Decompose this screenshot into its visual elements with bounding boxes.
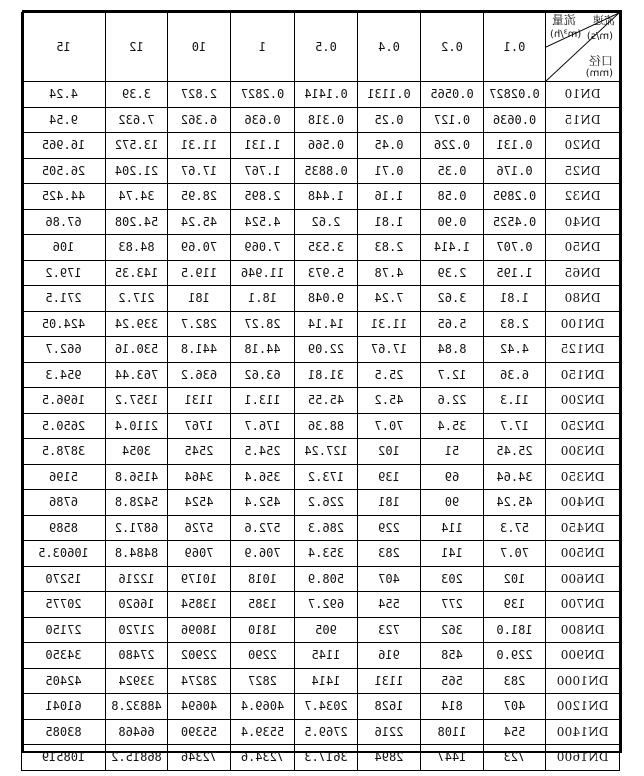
flow-value-cell: 277 <box>421 592 484 618</box>
flow-value-cell: 407 <box>358 566 421 592</box>
flow-value-cell: 27480 <box>106 643 168 669</box>
flow-value-cell: 11.3 <box>484 388 546 414</box>
flow-value-cell: 8484.8 <box>106 541 168 567</box>
nominal-diameter-cell: DN100 <box>546 311 620 337</box>
flow-value-cell: 565 <box>421 668 484 694</box>
flow-value-cell: 4.42 <box>484 337 546 363</box>
flow-value-cell: 0.176 <box>484 158 546 184</box>
flow-value-cell: 16620 <box>106 592 168 618</box>
flow-value-cell: 34.74 <box>106 184 168 210</box>
nominal-diameter-cell: DN800 <box>546 617 620 643</box>
flow-value-cell: 45.55 <box>295 388 358 414</box>
table-row <box>22 694 620 720</box>
flow-value-cell: 173.2 <box>295 464 358 490</box>
flow-value-cell: 3.535 <box>295 235 358 261</box>
nominal-diameter-cell: DN15 <box>546 107 620 133</box>
flow-value-cell: 45.24 <box>168 209 231 235</box>
flow-value-cell: 572.6 <box>231 515 295 541</box>
flow-value-cell: 407 <box>484 694 546 720</box>
flow-value-cell: 44.425 <box>22 184 106 210</box>
velocity-header: 1 <box>231 13 295 82</box>
flow-value-cell: 44.18 <box>231 337 295 363</box>
flow-value-cell: 54.208 <box>106 209 168 235</box>
flow-value-cell: 2.39 <box>421 260 484 286</box>
flow-value-cell: 3464 <box>168 464 231 490</box>
flow-value-cell: 70.7 <box>484 541 546 567</box>
table-row <box>22 158 620 184</box>
flow-value-cell: 6.36 <box>484 362 546 388</box>
flow-value-cell: 2827 <box>231 668 295 694</box>
nominal-diameter-cell: DN65 <box>546 260 620 286</box>
flow-value-cell: 2.83 <box>484 311 546 337</box>
flow-value-cell: 15270 <box>22 566 106 592</box>
flow-value-cell: 7234.6 <box>231 745 295 771</box>
flow-value-cell: 18096 <box>168 617 231 643</box>
flow-value-cell: 7.632 <box>106 107 168 133</box>
flow-value-cell: 339.24 <box>106 311 168 337</box>
velocity-label: 流速 <box>593 14 615 27</box>
flow-value-cell: 11.31 <box>168 133 231 159</box>
table-row <box>22 668 620 694</box>
flow-value-cell: 452.4 <box>231 490 295 516</box>
flow-value-cell: 3054 <box>106 439 168 465</box>
flow-value-cell: 2290 <box>231 643 295 669</box>
flow-value-cell: 508.9 <box>295 566 358 592</box>
flow-value-cell: 119.5 <box>168 260 231 286</box>
flow-value-cell: 143.35 <box>106 260 168 286</box>
flow-value-cell: 2650.5 <box>22 413 106 439</box>
flow-value-cell: 6.362 <box>168 107 231 133</box>
flow-value-cell: 1.767 <box>231 158 295 184</box>
nominal-diameter-cell: DN300 <box>546 439 620 465</box>
flow-value-cell: 48832.8 <box>106 694 168 720</box>
flow-value-cell: 254.5 <box>231 439 295 465</box>
nominal-diameter-cell: DN50 <box>546 235 620 261</box>
flow-value-cell: 66468 <box>106 719 168 745</box>
flow-value-cell: 282.7 <box>168 311 231 337</box>
flow-rate-label: 流量 <box>552 13 577 27</box>
table-row <box>22 617 620 643</box>
flow-value-cell: 0.58 <box>421 184 484 210</box>
flow-value-cell: 1447 <box>421 745 484 771</box>
flow-value-cell: 905 <box>295 617 358 643</box>
table-row <box>22 184 620 210</box>
flow-value-cell: 0.90 <box>421 209 484 235</box>
table-row <box>22 82 620 108</box>
flow-value-cell: 916 <box>358 643 421 669</box>
flow-value-cell: 4.524 <box>231 209 295 235</box>
velocity-unit: (m/s) <box>586 31 613 42</box>
flow-value-cell: 90 <box>421 490 484 516</box>
nominal-diameter-cell: DN125 <box>546 337 620 363</box>
flow-value-cell: 0.02827 <box>484 82 546 108</box>
flow-value-cell: 28.95 <box>168 184 231 210</box>
flow-value-cell: 5726 <box>168 515 231 541</box>
nominal-diameter-cell: DN40 <box>546 209 620 235</box>
flow-value-cell: 11.31 <box>358 311 421 337</box>
flow-value-cell: 1131 <box>358 668 421 694</box>
table-row <box>22 745 620 771</box>
flow-value-cell: 763.44 <box>106 362 168 388</box>
flow-value-cell: 2894 <box>358 745 421 771</box>
flow-value-cell: 636.2 <box>168 362 231 388</box>
flow-value-cell: 362 <box>421 617 484 643</box>
flow-value-cell: 4524 <box>168 490 231 516</box>
table-row <box>22 592 620 618</box>
nominal-diameter-cell: DN250 <box>546 413 620 439</box>
flow-value-cell: 5196 <box>22 464 106 490</box>
flow-value-cell: 2.62 <box>295 209 358 235</box>
flow-value-cell: 662.7 <box>22 337 106 363</box>
flow-value-cell: 0.2827 <box>231 82 295 108</box>
flow-value-cell: 353.4 <box>295 541 358 567</box>
flow-value-cell: 424.05 <box>22 311 106 337</box>
flow-value-cell: 106 <box>22 235 106 261</box>
flow-value-cell: 0.45 <box>358 133 421 159</box>
flow-value-cell: 283 <box>358 541 421 567</box>
flow-value-cell: 441.8 <box>168 337 231 363</box>
table-row <box>22 362 620 388</box>
flow-value-cell: 84.83 <box>106 235 168 261</box>
flow-value-cell: 3.39 <box>106 82 168 108</box>
nominal-diameter-cell: DN1600 <box>546 745 620 771</box>
flow-value-cell: 22.6 <box>421 388 484 414</box>
flow-value-cell: 10603.5 <box>22 541 106 567</box>
flow-value-cell: 0.0565 <box>421 82 484 108</box>
table-row <box>22 311 620 337</box>
flow-velocity-table <box>21 12 620 771</box>
flow-value-cell: 108519 <box>22 745 106 771</box>
diameter-unit: (mm) <box>585 68 613 79</box>
flow-value-cell: 9.54 <box>22 107 106 133</box>
flow-value-cell: 1108 <box>421 719 484 745</box>
flow-value-cell: 139 <box>484 592 546 618</box>
flow-value-cell: 45.24 <box>484 490 546 516</box>
table-row <box>22 209 620 235</box>
flow-value-cell: 3617.3 <box>295 745 358 771</box>
velocity-header: 0.1 <box>484 13 546 82</box>
table-row <box>22 337 620 363</box>
flow-value-cell: 102 <box>358 439 421 465</box>
flow-value-cell: 6871.2 <box>106 515 168 541</box>
flow-rate-unit: (m³/h) <box>550 29 582 40</box>
nominal-diameter-cell: DN10 <box>546 82 620 108</box>
flow-value-cell: 17.7 <box>484 413 546 439</box>
flow-value-cell: 8589 <box>22 515 106 541</box>
flow-value-cell: 954.3 <box>22 362 106 388</box>
flow-value-cell: 181.0 <box>484 617 546 643</box>
nominal-diameter-cell: DN80 <box>546 286 620 312</box>
flow-value-cell: 7.24 <box>358 286 421 312</box>
flow-value-cell: 35.4 <box>421 413 484 439</box>
flow-value-cell: 51 <box>421 439 484 465</box>
nominal-diameter-cell: DN1400 <box>546 719 620 745</box>
flow-value-cell: 530.16 <box>106 337 168 363</box>
flow-value-cell: 55390 <box>168 719 231 745</box>
flow-value-cell: 0.35 <box>421 158 484 184</box>
flow-value-cell: 88.36 <box>295 413 358 439</box>
flow-value-cell: 18.1 <box>231 286 295 312</box>
flow-value-cell: 12.7 <box>421 362 484 388</box>
flow-value-cell: 11.946 <box>231 260 295 286</box>
flow-value-cell: 723 <box>484 745 546 771</box>
flow-value-cell: 1.195 <box>484 260 546 286</box>
nominal-diameter-cell: DN200 <box>546 388 620 414</box>
flow-value-cell: 33924 <box>106 668 168 694</box>
flow-value-cell: 0.226 <box>421 133 484 159</box>
flow-value-cell: 1696.5 <box>22 388 106 414</box>
diameter-label: 口径 <box>588 54 613 68</box>
flow-value-cell: 4.78 <box>358 260 421 286</box>
flow-value-cell: 0.0636 <box>484 107 546 133</box>
flow-value-cell: 0.127 <box>421 107 484 133</box>
flow-value-cell: 57.3 <box>484 515 546 541</box>
flow-value-cell: 27150 <box>22 617 106 643</box>
flow-value-cell: 1018 <box>231 566 295 592</box>
flow-value-cell: 83085 <box>22 719 106 745</box>
flow-value-cell: 10179 <box>168 566 231 592</box>
flow-value-cell: 70.69 <box>168 235 231 261</box>
flow-value-cell: 176.7 <box>231 413 295 439</box>
flow-value-cell: 86815.2 <box>106 745 168 771</box>
flow-value-cell: 34.64 <box>484 464 546 490</box>
nominal-diameter-cell: DN400 <box>546 490 620 516</box>
flow-value-cell: 40694 <box>168 694 231 720</box>
flow-value-cell: 7.069 <box>231 235 295 261</box>
flow-value-cell: 5428.8 <box>106 490 168 516</box>
flow-value-cell: 45.2 <box>358 388 421 414</box>
nominal-diameter-cell: DN500 <box>546 541 620 567</box>
flow-value-cell: 22.09 <box>295 337 358 363</box>
velocity-header: 15 <box>22 13 106 82</box>
flow-value-cell: 1628 <box>358 694 421 720</box>
flow-value-cell: 0.707 <box>484 235 546 261</box>
flow-value-cell: 286.3 <box>295 515 358 541</box>
flow-value-cell: 69 <box>421 464 484 490</box>
flow-value-cell: 723 <box>358 617 421 643</box>
table-row <box>22 464 620 490</box>
flow-value-cell: 5.65 <box>421 311 484 337</box>
velocity-header: 12 <box>106 13 168 82</box>
flow-value-cell: 4156.8 <box>106 464 168 490</box>
flow-value-cell: 181 <box>358 490 421 516</box>
flow-value-cell: 25.5 <box>358 362 421 388</box>
flow-value-cell: 2.895 <box>231 184 295 210</box>
table-row <box>22 566 620 592</box>
table-row <box>22 133 620 159</box>
flow-value-cell: 0.131 <box>484 133 546 159</box>
flow-value-cell: 2545 <box>168 439 231 465</box>
flow-value-cell: 5.973 <box>295 260 358 286</box>
table-row <box>22 260 620 286</box>
flow-value-cell: 114 <box>421 515 484 541</box>
flow-value-cell: 271.5 <box>22 286 106 312</box>
flow-value-cell: 226.2 <box>295 490 358 516</box>
flow-value-cell: 0.1414 <box>295 82 358 108</box>
flow-value-cell: 1.81 <box>484 286 546 312</box>
header-row <box>22 13 620 82</box>
flow-value-cell: 9.048 <box>295 286 358 312</box>
velocity-header: 10 <box>168 13 231 82</box>
nominal-diameter-cell: DN150 <box>546 362 620 388</box>
table-row <box>22 413 620 439</box>
table-row <box>22 439 620 465</box>
nominal-diameter-cell: DN1000 <box>546 668 620 694</box>
flow-value-cell: 26.505 <box>22 158 106 184</box>
flow-value-cell: 0.636 <box>231 107 295 133</box>
flow-value-cell: 72346 <box>168 745 231 771</box>
nominal-diameter-cell: DN350 <box>546 464 620 490</box>
flow-value-cell: 13854 <box>168 592 231 618</box>
flow-value-cell: 0.318 <box>295 107 358 133</box>
flow-value-cell: 1.414 <box>421 235 484 261</box>
flow-value-cell: 139 <box>358 464 421 490</box>
nominal-diameter-cell: DN1200 <box>546 694 620 720</box>
flow-value-cell: 1131 <box>168 388 231 414</box>
flow-value-cell: 141 <box>421 541 484 567</box>
flow-value-cell: 0.566 <box>295 133 358 159</box>
flow-value-cell: 1385 <box>231 592 295 618</box>
flow-value-cell: 1.448 <box>295 184 358 210</box>
flow-value-cell: 127.24 <box>295 439 358 465</box>
flow-value-cell: 4069.4 <box>231 694 295 720</box>
flow-value-cell: 0.71 <box>358 158 421 184</box>
flow-value-cell: 17.67 <box>168 158 231 184</box>
flow-value-cell: 458 <box>421 643 484 669</box>
velocity-header: 0.4 <box>358 13 421 82</box>
flow-value-cell: 229 <box>358 515 421 541</box>
flow-value-cell: 1767 <box>168 413 231 439</box>
table-row <box>22 388 620 414</box>
flow-value-cell: 61041 <box>22 694 106 720</box>
flow-value-cell: 70.7 <box>358 413 421 439</box>
flow-value-cell: 7069 <box>168 541 231 567</box>
flow-value-cell: 692.7 <box>295 592 358 618</box>
velocity-header: 0.5 <box>295 13 358 82</box>
flow-value-cell: 181 <box>168 286 231 312</box>
flow-value-cell: 63.62 <box>231 362 295 388</box>
flow-value-cell: 203 <box>421 566 484 592</box>
flow-value-cell: 4.24 <box>22 82 106 108</box>
flow-value-cell: 22902 <box>168 643 231 669</box>
nominal-diameter-cell: DN600 <box>546 566 620 592</box>
flow-value-cell: 16.965 <box>22 133 106 159</box>
flow-value-cell: 1.81 <box>358 209 421 235</box>
flow-value-cell: 12216 <box>106 566 168 592</box>
flow-value-cell: 102 <box>484 566 546 592</box>
flow-value-cell: 0.8835 <box>295 158 358 184</box>
flow-value-cell: 6786 <box>22 490 106 516</box>
flow-value-cell: 1145 <box>295 643 358 669</box>
flow-value-cell: 113.1 <box>231 388 295 414</box>
flow-value-cell: 2216 <box>358 719 421 745</box>
table-row <box>22 643 620 669</box>
flow-value-cell: 2.83 <box>358 235 421 261</box>
flow-value-cell: 31.81 <box>295 362 358 388</box>
flow-value-cell: 2769.5 <box>295 719 358 745</box>
flow-value-cell: 0.25 <box>358 107 421 133</box>
flow-value-cell: 0.2895 <box>484 184 546 210</box>
flow-value-cell: 20775 <box>22 592 106 618</box>
mirrored-table-layer <box>24 12 620 765</box>
flow-value-cell: 8.84 <box>421 337 484 363</box>
flow-table-frame <box>22 10 622 765</box>
flow-value-cell: 21720 <box>106 617 168 643</box>
flow-value-cell: 14.14 <box>295 311 358 337</box>
flow-value-cell: 2034.7 <box>295 694 358 720</box>
flow-value-cell: 21.204 <box>106 158 168 184</box>
nominal-diameter-cell: DN25 <box>546 158 620 184</box>
flow-value-cell: 356.4 <box>231 464 295 490</box>
table-row <box>22 719 620 745</box>
flow-value-cell: 67.86 <box>22 209 106 235</box>
table-row <box>22 286 620 312</box>
flow-value-cell: 3878.5 <box>22 439 106 465</box>
flow-value-cell: 554 <box>358 592 421 618</box>
flow-value-cell: 706.9 <box>231 541 295 567</box>
flow-value-cell: 1.131 <box>231 133 295 159</box>
flow-value-cell: 179.2 <box>22 260 106 286</box>
nominal-diameter-cell: DN900 <box>546 643 620 669</box>
flow-value-cell: 13.572 <box>106 133 168 159</box>
nominal-diameter-cell: DN700 <box>546 592 620 618</box>
flow-value-cell: 0.1131 <box>358 82 421 108</box>
velocity-header: 0.2 <box>421 13 484 82</box>
flow-value-cell: 229.0 <box>484 643 546 669</box>
flow-value-cell: 554 <box>484 719 546 745</box>
table-row <box>22 235 620 261</box>
flow-value-cell: 28274 <box>168 668 231 694</box>
nominal-diameter-cell: DN450 <box>546 515 620 541</box>
flow-value-cell: 34350 <box>22 643 106 669</box>
flow-value-cell: 1810 <box>231 617 295 643</box>
flow-value-cell: 217.2 <box>106 286 168 312</box>
nominal-diameter-cell: DN32 <box>546 184 620 210</box>
table-row <box>22 107 620 133</box>
flow-value-cell: 17.67 <box>358 337 421 363</box>
flow-value-cell: 28.27 <box>231 311 295 337</box>
flow-value-cell: 5539.4 <box>231 719 295 745</box>
flow-value-cell: 1357.2 <box>106 388 168 414</box>
flow-value-cell: 283 <box>484 668 546 694</box>
flow-value-cell: 3.62 <box>421 286 484 312</box>
flow-value-cell: 25.45 <box>484 439 546 465</box>
nominal-diameter-cell: DN20 <box>546 133 620 159</box>
flow-value-cell: 42405 <box>22 668 106 694</box>
flow-value-cell: 2.827 <box>168 82 231 108</box>
table-row <box>22 490 620 516</box>
table-row <box>22 541 620 567</box>
flow-value-cell: 1414 <box>295 668 358 694</box>
corner-header-cell <box>546 13 620 82</box>
flow-value-cell: 0.4525 <box>484 209 546 235</box>
flow-value-cell: 1.16 <box>358 184 421 210</box>
flow-value-cell: 2110.4 <box>106 413 168 439</box>
flow-value-cell: 814 <box>421 694 484 720</box>
table-row <box>22 515 620 541</box>
